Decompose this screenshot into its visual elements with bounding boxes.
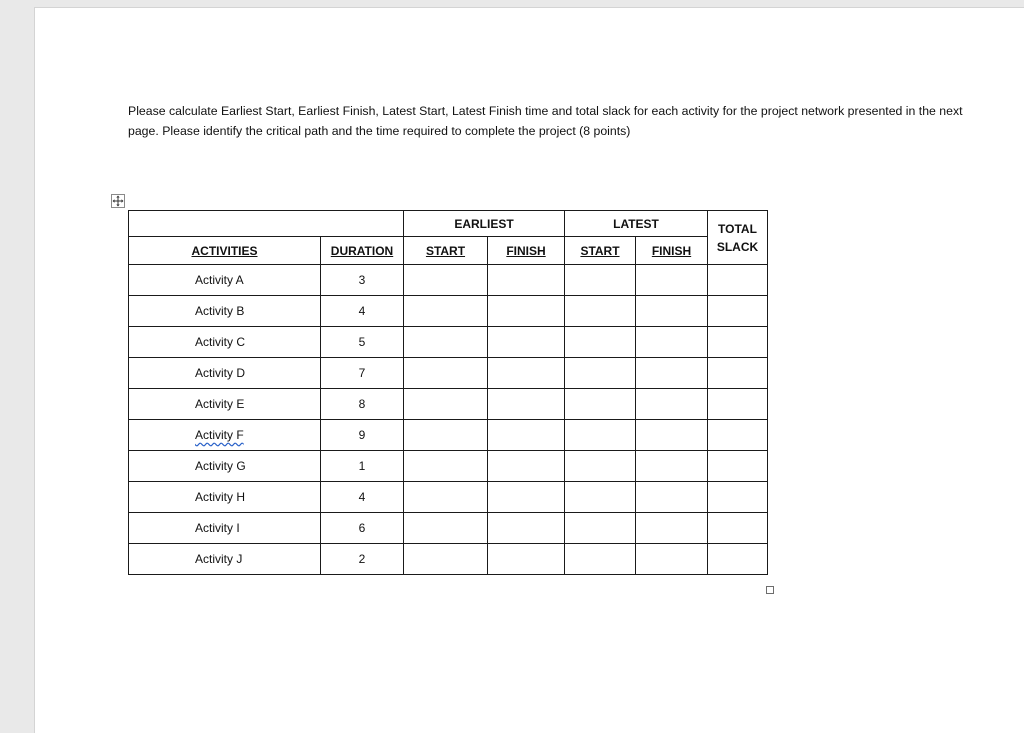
total-slack-cell[interactable] [708, 358, 768, 389]
latest-start-cell[interactable] [565, 358, 636, 389]
activity-name-cell[interactable] [129, 296, 321, 327]
latest-start-cell[interactable] [565, 544, 636, 575]
latest-group-header: LATEST [565, 211, 708, 237]
total-slack-header [708, 211, 768, 265]
latest-finish-cell[interactable] [636, 513, 708, 544]
total-slack-cell[interactable] [708, 513, 768, 544]
table-row [129, 451, 768, 482]
total-slack-cell[interactable] [708, 296, 768, 327]
latest-finish-cell[interactable] [636, 358, 708, 389]
activity-name: Activity E [195, 397, 245, 411]
latest-finish-cell[interactable] [636, 420, 708, 451]
latest-finish-cell[interactable] [636, 482, 708, 513]
earliest-start-cell[interactable] [404, 358, 488, 389]
duration-cell[interactable]: 5 [321, 327, 404, 358]
activity-name: Activity C [195, 335, 246, 349]
instructions-text: Please calculate Earliest Start, Earliest Finish, Latest Start, Latest Finish time and total slack for each activity for the project network presented in the next page. Please identify the critical path and the time required to complete the project (8 points) [128, 104, 963, 138]
table-row [129, 513, 768, 544]
duration-cell[interactable]: 6 [321, 513, 404, 544]
duration-cell[interactable]: 4 [321, 482, 404, 513]
earliest-finish-cell[interactable] [488, 389, 565, 420]
activity-name: Activity D [195, 366, 246, 380]
duration-cell[interactable]: 9 [321, 420, 404, 451]
earliest-finish-cell[interactable] [488, 296, 565, 327]
header-blank-cell [129, 211, 404, 237]
earliest-start-cell[interactable] [404, 265, 488, 296]
earliest-finish-cell[interactable] [488, 482, 565, 513]
duration-cell[interactable]: 7 [321, 358, 404, 389]
earliest-finish-cell[interactable] [488, 265, 565, 296]
activity-name: Activity A [195, 273, 244, 287]
activity-schedule-table [128, 210, 768, 575]
earliest-finish-cell[interactable] [488, 544, 565, 575]
activity-name-cell[interactable] [129, 420, 321, 451]
earliest-finish-cell[interactable] [488, 420, 565, 451]
activity-name-cell[interactable] [129, 451, 321, 482]
table-row [129, 327, 768, 358]
table-row [129, 544, 768, 575]
earliest-start-cell[interactable] [404, 327, 488, 358]
earliest-start-header: START [404, 237, 488, 265]
table-row [129, 389, 768, 420]
total-slack-cell[interactable] [708, 389, 768, 420]
latest-start-cell[interactable] [565, 265, 636, 296]
total-slack-cell[interactable] [708, 327, 768, 358]
activity-name-cell[interactable] [129, 513, 321, 544]
earliest-start-cell[interactable] [404, 420, 488, 451]
latest-finish-header: FINISH [636, 237, 708, 265]
latest-start-cell[interactable] [565, 451, 636, 482]
table-resize-handle[interactable] [766, 586, 774, 594]
activity-name-cell[interactable] [129, 389, 321, 420]
activities-header: ACTIVITIES [129, 237, 321, 265]
latest-start-cell[interactable] [565, 420, 636, 451]
earliest-finish-cell[interactable] [488, 513, 565, 544]
earliest-start-cell[interactable] [404, 451, 488, 482]
activity-name-cell[interactable] [129, 482, 321, 513]
duration-cell[interactable]: 4 [321, 296, 404, 327]
activity-name: Activity G [195, 459, 246, 473]
latest-start-cell[interactable] [565, 389, 636, 420]
total-slack-cell[interactable] [708, 420, 768, 451]
latest-start-cell[interactable] [565, 482, 636, 513]
table-row [129, 482, 768, 513]
table-row [129, 420, 768, 451]
activity-name: Activity J [195, 552, 243, 566]
latest-finish-cell[interactable] [636, 327, 708, 358]
total-slack-cell[interactable] [708, 482, 768, 513]
table-row [129, 296, 768, 327]
latest-start-cell[interactable] [565, 327, 636, 358]
latest-finish-cell[interactable] [636, 389, 708, 420]
earliest-start-cell[interactable] [404, 482, 488, 513]
earliest-finish-header: FINISH [488, 237, 565, 265]
earliest-group-header: EARLIEST [404, 211, 565, 237]
duration-cell[interactable]: 1 [321, 451, 404, 482]
activity-name-cell[interactable] [129, 544, 321, 575]
latest-finish-cell[interactable] [636, 265, 708, 296]
earliest-start-cell[interactable] [404, 513, 488, 544]
duration-cell[interactable]: 2 [321, 544, 404, 575]
activity-name-cell[interactable] [129, 265, 321, 296]
activity-name: Activity I [195, 521, 240, 535]
move-arrows-icon [112, 195, 124, 207]
latest-finish-cell[interactable] [636, 296, 708, 327]
activity-name: Activity B [195, 304, 245, 318]
latest-start-cell[interactable] [565, 296, 636, 327]
table-row [129, 265, 768, 296]
activity-name-cell[interactable] [129, 358, 321, 389]
table-move-handle[interactable] [111, 194, 125, 208]
duration-header: DURATION [321, 237, 404, 265]
duration-cell[interactable]: 8 [321, 389, 404, 420]
duration-cell[interactable]: 3 [321, 265, 404, 296]
earliest-finish-cell[interactable] [488, 451, 565, 482]
latest-start-cell[interactable] [565, 513, 636, 544]
table-row [129, 358, 768, 389]
total-slack-cell[interactable] [708, 265, 768, 296]
activity-name-cell[interactable] [129, 327, 321, 358]
earliest-finish-cell[interactable] [488, 358, 565, 389]
latest-finish-cell[interactable] [636, 451, 708, 482]
total-slack-header-line2: SLACK [716, 239, 759, 254]
earliest-start-cell[interactable] [404, 544, 488, 575]
document-page [34, 7, 1024, 733]
earliest-start-cell[interactable] [404, 296, 488, 327]
earliest-finish-cell[interactable] [488, 327, 565, 358]
activity-name: Activity F [195, 428, 244, 442]
activity-name: Activity H [195, 490, 246, 504]
total-slack-header-line1: TOTAL [718, 221, 757, 236]
latest-finish-cell[interactable] [636, 544, 708, 575]
earliest-start-cell[interactable] [404, 389, 488, 420]
latest-start-header: START [565, 237, 636, 265]
total-slack-cell[interactable] [708, 451, 768, 482]
total-slack-cell[interactable] [708, 544, 768, 575]
